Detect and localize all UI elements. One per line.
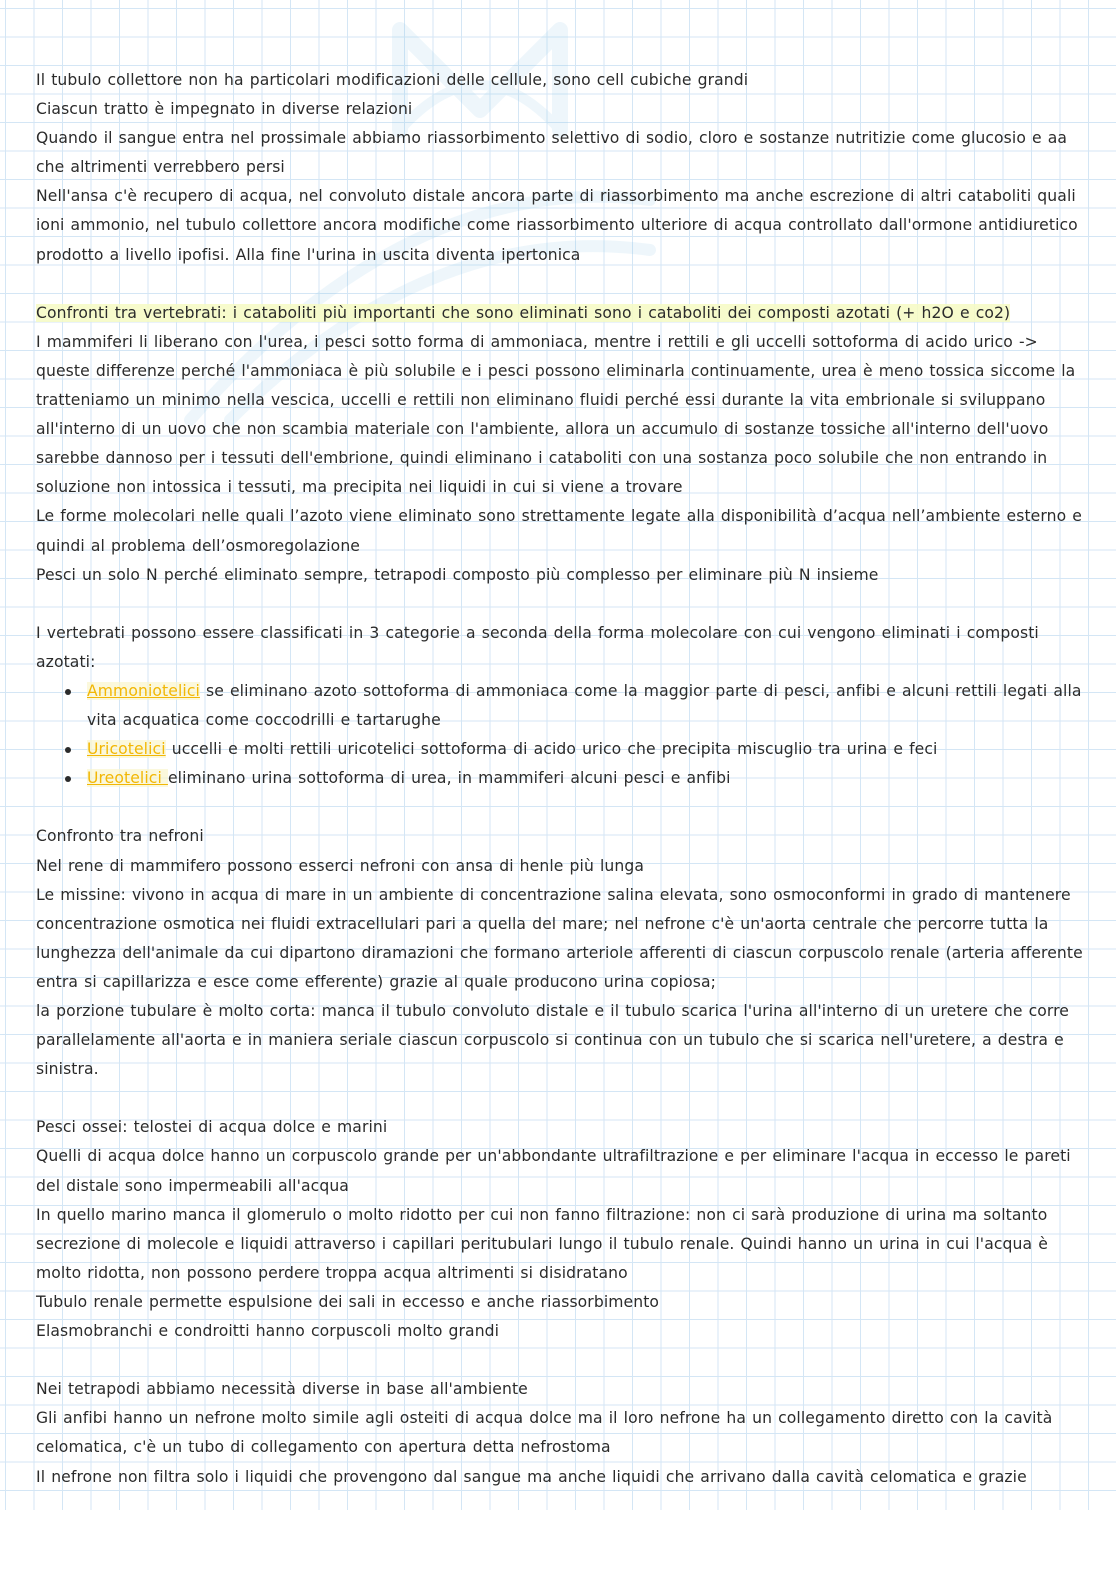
section-vertebrate-comparison bbox=[36, 299, 1094, 590]
category-list bbox=[36, 677, 1094, 793]
blank-line bbox=[36, 1084, 1094, 1113]
term-ureotelici: Ureotelici bbox=[87, 769, 168, 788]
list-item-text: uccelli e molti rettili uricotelici sottoforma di acido urico che precipita miscuglio tra urina e feci bbox=[165, 740, 938, 759]
paragraph: In quello marino manca il glomerulo o molto ridotto per cui non fanno filtrazione: non ci sarà produzione di urina ma soltanto secrezione di molecole e liquidi attraverso i capillari peritubulari lungo il tubulo renale. Quindi hanno un urina in cui l'acqua è molto ridotta, non possono perdere troppa acqua altrimenti si disidratano bbox=[36, 1205, 1048, 1282]
term-uricotelici: Uricotelici bbox=[87, 740, 166, 759]
section-nephron-summary bbox=[36, 66, 1094, 270]
paragraph: I vertebrati possono essere classificati in 3 categorie a seconda della forma molecolare con cui vengono eliminati i composti azotati: bbox=[36, 623, 1039, 671]
page-bottom-margin bbox=[0, 1510, 1116, 1581]
paragraph: Il nefrone non filtra solo i liquidi che provengono dal sangue ma anche liquidi che arrivano dalla cavità celomatica e grazie bbox=[36, 1467, 1027, 1486]
highlighted-heading-text: Confronti tra vertebrati: i cataboliti più importanti che sono eliminati sono i cataboliti dei composti azotati (+ h2O e co2) bbox=[36, 303, 1011, 322]
section-heading: Confronto tra nefroni bbox=[36, 827, 204, 846]
list-item-text: se eliminano azoto sottoforma di ammoniaca come la maggior parte di pesci, anfibi e alcuni rettili legati alla vita acquatica come coccodrilli e tartarughe bbox=[87, 681, 1082, 730]
paragraph: Il tubulo collettore non ha particolari modificazioni delle cellule, sono cell cubiche grandi bbox=[36, 71, 749, 89]
paragraph: Elasmobranchi e condroitti hanno corpuscoli molto grandi bbox=[36, 1322, 500, 1341]
paragraph: Pesci un solo N perché eliminato sempre, tetrapodi composto più complesso per eliminare più N insieme bbox=[36, 565, 879, 584]
section-categories bbox=[36, 619, 1094, 794]
paragraph: Nel rene di mammifero possono esserci nefroni con ansa di henle più lunga bbox=[36, 856, 645, 875]
term-ammoniotelici: Ammoniotelici bbox=[87, 681, 200, 700]
blank-line bbox=[36, 270, 1094, 299]
section-nephron-comparison bbox=[36, 822, 1094, 1084]
blank-line bbox=[36, 793, 1094, 822]
list-item bbox=[87, 677, 1094, 735]
paragraph: I mammiferi li liberano con l'urea, i pesci sotto forma di ammoniaca, mentre i rettili e gli uccelli sottoforma di acido urico -> queste differenze perché l'ammoniaca è più solubile e i pesci possono eliminarla continuamente, urea è meno tossica siccome la tratteniamo un minimo nella vescica, uccelli e rettili non eliminano fluidi perché essi durante la vita embrionale si sviluppano all'interno di un uovo che non scambia materiale con l'ambiente, allora un accumulo di sostanze tossiche all'interno dell'uovo sarebbe dannoso per i tessuti dell'embrione, quindi eliminano i cataboliti con una sostanza poco solubile che non entrando in soluzione non intossica i tessuti, ma precipita nei liquidi in cui si viene a trovare bbox=[36, 332, 1076, 497]
list-item bbox=[87, 764, 1094, 793]
paragraph: Le missine: vivono in acqua di mare in un ambiente di concentrazione salina elevata, sono osmoconformi in grado di mantenere concentrazione osmotica nei fluidi extracellulari pari a quella del mare; nel nefrone c'è un'aorta centrale che percorre tutta la lunghezza dell'animale da cui dipartono diramazioni che formano arteriole afferenti di ciascun corpuscolo renale (arteria afferente entra si capillarizza e esce come efferente) grazie al quale producono urina copiosa; bbox=[36, 885, 1083, 991]
paragraph: Le forme molecolari nelle quali l’azoto viene eliminato sono strettamente legate alla disponibilità d’acqua nell’ambiente esterno e quindi al problema dell’osmoregolazione bbox=[36, 507, 1082, 555]
paragraph: Ciascun tratto è impegnato in diverse relazioni bbox=[36, 100, 413, 119]
section-heading: Nei tetrapodi abbiamo necessità diverse in base all'ambiente bbox=[36, 1380, 528, 1399]
paragraph: la porzione tubulare è molto corta: manca il tubulo convoluto distale e il tubulo scarica l'urina all'interno di un uretere che corre parallelamente all'aorta e in maniera seriale ciascun corpuscolo si continua con un tubulo che si scarica nell'uretere, a destra e sinistra. bbox=[36, 1002, 1070, 1079]
section-tetrapods bbox=[36, 1375, 1094, 1491]
blank-line bbox=[36, 590, 1094, 619]
paragraph: Nell'ansa c'è recupero di acqua, nel convoluto distale ancora parte di riassorbimento ma anche escrezione di altri cataboliti quali ioni ammonio, nel tubulo collettore ancora modifiche come riassorbimento ulteriore di acqua controllato dall'ormone antidiuretico prodotto a livello ipofisi. Alla fine l'urina in uscita diventa ipertonica bbox=[36, 187, 1078, 264]
list-item-text: eliminano urina sottoforma di urea, in mammiferi alcuni pesci e anfibi bbox=[167, 769, 731, 788]
paragraph: Quelli di acqua dolce hanno un corpuscolo grande per un'abbondante ultrafiltrazione e per eliminare l'acqua in eccesso le pareti del distale sono impermeabili all'acqua bbox=[36, 1147, 1071, 1195]
section-heading: Pesci ossei: telostei di acqua dolce e marini bbox=[36, 1118, 388, 1137]
section-heading-highlighted bbox=[36, 299, 1094, 328]
paragraph: Tubulo renale permette espulsione dei sali in eccesso e anche riassorbimento bbox=[36, 1292, 660, 1311]
blank-line bbox=[36, 1346, 1094, 1375]
list-item bbox=[87, 735, 1094, 764]
paragraph: Quando il sangue entra nel prossimale abbiamo riassorbimento selettivo di sodio, cloro e sostanze nutritizie come glucosio e aa che altrimenti verrebbero persi bbox=[36, 129, 1068, 177]
paragraph: Gli anfibi hanno un nefrone molto simile agli osteiti di acqua dolce ma il loro nefrone ha un collegamento diretto con la cavità celomatica, c'è un tubo di collegamento con apertura detta nefrostoma bbox=[36, 1409, 1053, 1457]
note-content bbox=[36, 66, 1094, 1492]
section-bony-fish bbox=[36, 1113, 1094, 1346]
